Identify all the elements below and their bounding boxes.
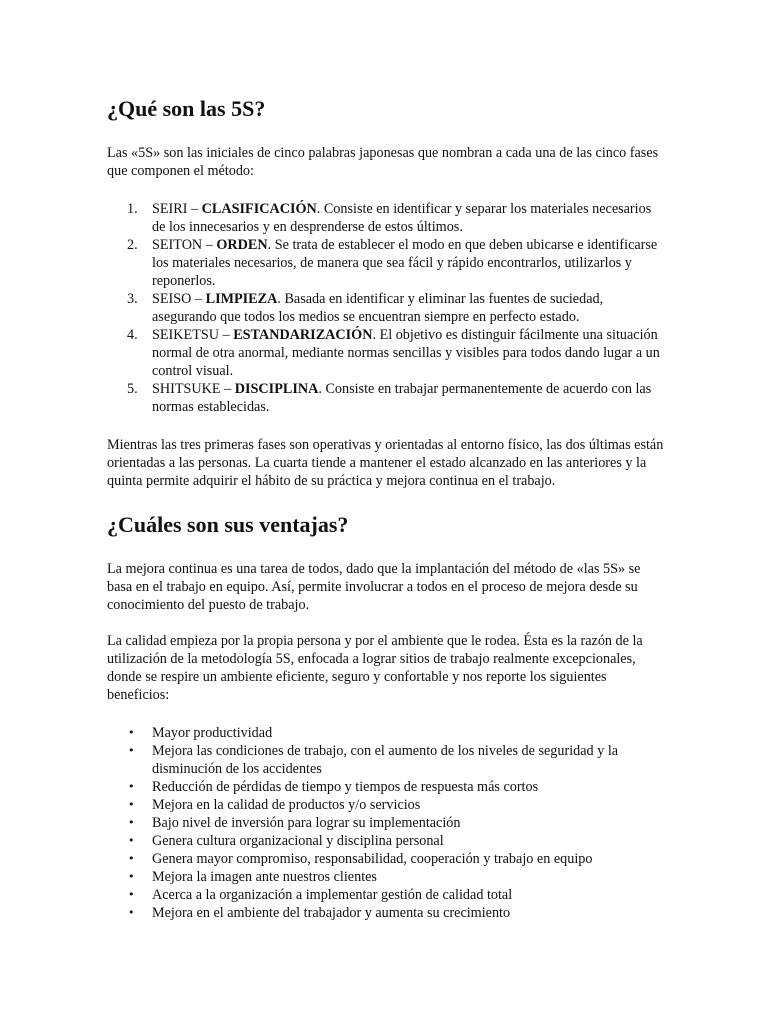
list-number: 1. — [127, 201, 138, 217]
list-number: 2. — [127, 237, 138, 253]
list-item — [107, 886, 667, 904]
step-title: DISCIPLINA — [234, 381, 319, 397]
step-description: . El objetivo es distinguir fácilmente una situación normal de otra anormal, mediante normas sencillas y visibles para todos dando lugar a un control visual. — [152, 327, 660, 379]
list-item — [107, 868, 667, 886]
step-title: LIMPIEZA — [205, 291, 278, 307]
bullet-icon: • — [128, 816, 135, 829]
benefit-text: Genera cultura organizacional y disciplina personal — [152, 833, 444, 849]
document-page — [107, 90, 667, 922]
list-item — [107, 904, 667, 922]
list-item — [107, 200, 667, 236]
step-description: . Consiste en trabajar permanentemente de acuerdo con las normas establecidas. — [152, 381, 652, 415]
step-separator: – — [219, 327, 234, 343]
section-heading-ventajas: ¿Cuáles son sus ventajas? — [107, 512, 349, 537]
list-item — [107, 380, 667, 416]
step-name: SHITSUKE — [152, 381, 221, 397]
benefits-list — [107, 724, 667, 922]
list-item — [107, 850, 667, 868]
bullet-icon: • — [128, 906, 135, 919]
list-item — [107, 814, 667, 832]
step-title: CLASIFICACIÓN — [201, 201, 317, 217]
benefit-text: Mejora en el ambiente del trabajador y aumenta su crecimiento — [152, 905, 511, 921]
benefit-text: Mayor productividad — [152, 725, 273, 741]
bullet-icon: • — [128, 870, 135, 883]
five-s-list — [107, 200, 667, 416]
list-item — [107, 236, 667, 290]
list-number: 4. — [127, 327, 138, 343]
benefits-intro-paragraph-2: La calidad empieza por la propia persona y por el ambiente que le rodea. Ésta es la razón de la utilización de la metodología 5S, enfocada a lograr sitios de trabajo realmente excepcionales, donde se respire un ambiente eficiente, seguro y confortable y nos reporte los siguientes beneficios: — [107, 633, 643, 703]
step-separator: – — [202, 237, 217, 253]
list-item — [107, 742, 667, 778]
step-title: ORDEN — [216, 237, 268, 253]
intro-paragraph: Las «5S» son las iniciales de cinco palabras japonesas que nombran a cada una de las cinco fases que componen el método: — [107, 145, 659, 179]
bullet-icon: • — [128, 798, 135, 811]
list-item — [107, 724, 667, 742]
step-description: . Basada en identificar y eliminar las fuentes de suciedad, asegurando que todos los medios se encuentran siempre en perfecto estado. — [152, 291, 604, 325]
bullet-icon: • — [128, 780, 135, 793]
benefit-text: Mejora la imagen ante nuestros clientes — [152, 869, 377, 885]
step-separator: – — [187, 201, 202, 217]
closing-paragraph: Mientras las tres primeras fases son operativas y orientadas al entorno físico, las dos últimas están orientadas a las personas. La cuarta tiende a mantener el estado alcanzado en las anteriores y la quinta permite adquirir el hábito de su práctica y mejora continua en el trabajo. — [107, 437, 664, 489]
list-item — [107, 778, 667, 796]
benefit-text: Bajo nivel de inversión para lograr su implementación — [152, 815, 461, 831]
list-item — [107, 326, 667, 380]
benefit-text: Reducción de pérdidas de tiempo y tiempos de respuesta más cortos — [152, 779, 539, 795]
list-item — [107, 290, 667, 326]
bullet-icon: • — [128, 834, 135, 847]
step-name: SEITON — [152, 237, 203, 253]
step-name: SEIRI — [152, 201, 188, 217]
bullet-icon: • — [128, 852, 135, 865]
list-item — [107, 832, 667, 850]
step-separator: – — [191, 291, 206, 307]
step-title: ESTANDARIZACIÓN — [233, 327, 373, 343]
step-description: . Se trata de establecer el modo en que deben ubicarse e identificarse los materiales necesarios, de manera que sea fácil y rápido encontrarlos, utilizarlos y reponerlos. — [152, 237, 658, 289]
bullet-icon: • — [128, 744, 135, 757]
list-number: 3. — [127, 291, 138, 307]
bullet-icon: • — [128, 726, 135, 739]
step-description: . Consiste en identificar y separar los materiales necesarios de los innecesarios y en desprenderse de estos últimos. — [152, 201, 652, 235]
benefit-text: Mejora las condiciones de trabajo, con el aumento de los niveles de seguridad y la disminución de los accidentes — [152, 743, 619, 777]
step-name: SEISO — [152, 291, 192, 307]
section-heading-que-son-5s: ¿Qué son las 5S? — [107, 96, 266, 121]
benefits-intro-paragraph-1: La mejora continua es una tarea de todos, dado que la implantación del método de «las 5S» se basa en el trabajo en equipo. Así, permite involucrar a todos en el proceso de mejora desde su conocimiento del puesto de trabajo. — [107, 561, 641, 613]
step-separator: – — [220, 381, 235, 397]
benefit-text: Mejora en la calidad de productos y/o servicios — [152, 797, 421, 813]
list-item — [107, 796, 667, 814]
benefit-text: Acerca a la organización a implementar gestión de calidad total — [152, 887, 513, 903]
step-name: SEIKETSU — [152, 327, 219, 343]
list-number: 5. — [127, 381, 138, 397]
bullet-icon: • — [128, 888, 135, 901]
benefit-text: Genera mayor compromiso, responsabilidad, cooperación y trabajo en equipo — [152, 851, 593, 867]
